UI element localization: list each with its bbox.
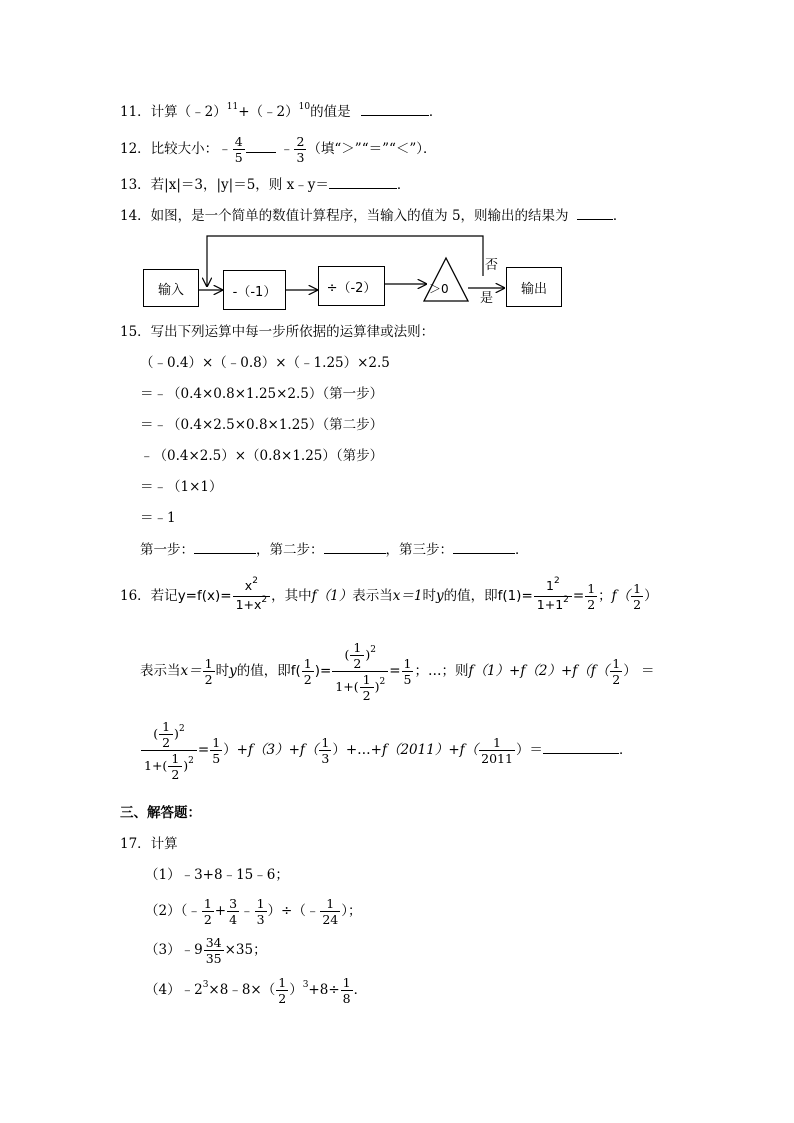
q17-part3: （3）﹣9 $\frac{34}{35}$ ×35； bbox=[145, 935, 267, 966]
q15-title: 15．写出下列运算中每一步所依据的运算律或法则： bbox=[120, 324, 435, 340]
fraction: $\frac{34}{35}$ bbox=[205, 935, 222, 966]
answer-blank[interactable] bbox=[577, 207, 613, 220]
fraction: $\frac{x^2}{1+x^2}$ bbox=[233, 578, 271, 615]
yes-label: 是 bbox=[480, 291, 494, 306]
fraction: $\frac{1}{3}$ bbox=[321, 735, 330, 766]
answer-blank[interactable] bbox=[361, 103, 429, 116]
fraction: $\frac{3}{4}$ bbox=[229, 896, 238, 927]
fraction: $\frac{1}{2}$ bbox=[633, 581, 642, 612]
q14: 14．如图，是一个简单的数值计算程序，当输入的值为 5，则输出的结果为 ． bbox=[120, 208, 627, 224]
fraction: $\frac{1}{2}$ bbox=[612, 656, 621, 687]
q15-line: ＝﹣（1×1） bbox=[140, 479, 223, 495]
subtract-box: -（-1） bbox=[223, 270, 286, 310]
q17-part2: （2）（﹣ $\frac{1}{2}$ + $\frac{3}{4}$ ﹣ $\frac{1}{3}$ ）÷（﹣ $\frac{1}{24}$ ）； bbox=[145, 896, 362, 927]
fraction: $\frac{1}{24}$ bbox=[322, 896, 339, 927]
q17-part1: （1）﹣3+8﹣15﹣6； bbox=[145, 867, 289, 883]
q17-part4: $(4)﹣2^3\times 8﹣8\times$（ $\frac{1}{2}$ ）$^3$+8÷ $\frac{1}{8}$ ． bbox=[145, 975, 368, 1006]
q16-line2: 表示当x＝ $\frac{1}{2}$ 时y的值，即f( $\frac{1}{2}$ )= ( $\frac{1}{2}$ )$^2$ 1+( $\frac{1}{2}$ )$^2$ = $\frac{1}{5}$ ；…；则f（1）+f（2）+f（f（ $\frac{1}{2}$ ） ＝ bbox=[140, 640, 655, 703]
flowchart bbox=[140, 232, 600, 312]
fraction: $\frac{1}{5}$ bbox=[403, 656, 412, 687]
q16-line1: 16．若记y=f(x)= $\frac{x^2}{1+x^2}$ ，其中f（1）表示当x＝1时y的值，即f(1)= $\frac{1^2}{1+1^2}$ = $\frac{1}{2}$ ；f（ $\frac{1}{2}$ ） bbox=[120, 576, 658, 616]
input-box: 输入 bbox=[143, 269, 199, 307]
q15-line: （﹣0.4）×（﹣0.8）×（﹣1.25）×2.5 bbox=[140, 355, 390, 371]
q15-line: ＝﹣（0.4×0.8×1.25×2.5）（第一步） bbox=[140, 386, 384, 402]
q13: 13．若|x|＝3，|y|＝5，则 x﹣y＝ ． bbox=[120, 177, 411, 193]
fraction: $\frac{1}{3}$ bbox=[256, 896, 265, 927]
fraction: $\frac{1^2}{1+1^2}$ bbox=[534, 578, 572, 615]
answer-blank[interactable] bbox=[194, 541, 256, 554]
fraction: $\frac{2}{3}$ bbox=[296, 134, 305, 165]
answer-blank[interactable] bbox=[543, 741, 619, 754]
answer-blank[interactable] bbox=[324, 541, 386, 554]
fraction: ( $\frac{1}{2}$ )$^2$ 1+( $\frac{1}{2}$ )$^2$ bbox=[332, 640, 388, 703]
condition-label: ＞0 bbox=[429, 282, 449, 296]
fraction: $\frac{1}{2}$ bbox=[203, 896, 212, 927]
fraction: $\frac{4}{5}$ bbox=[234, 134, 243, 165]
fraction: $\frac{1}{2}$ bbox=[278, 975, 287, 1006]
answer-blank[interactable] bbox=[246, 140, 276, 153]
answer-blank[interactable] bbox=[329, 176, 397, 189]
fraction: $\frac{1}{2}$ bbox=[204, 656, 213, 687]
q15-line: ＝﹣1 bbox=[140, 510, 176, 526]
section-heading: 三、解答题： bbox=[120, 805, 201, 821]
q17-title: 17．计算 bbox=[120, 836, 178, 852]
q16-line3: ( $\frac{1}{2}$ )$^2$ 1+( $\frac{1}{2}$ )$^2$ = $\frac{1}{5}$ ）+f（3）+f（ $\frac{1}{3}$ ）+…+f（2011）+f（ $\frac{1}{2011}$ ）＝ ． bbox=[140, 715, 632, 785]
no-label: 否 bbox=[485, 258, 499, 273]
fraction: $\frac{1}{2}$ bbox=[587, 581, 596, 612]
divide-box: ÷（-2） bbox=[318, 266, 385, 306]
fraction: $\frac{1}{8}$ bbox=[342, 975, 351, 1006]
q15-line: ＝﹣（0.4×2.5×0.8×1.25）（第二步） bbox=[140, 417, 384, 433]
fraction: $\frac{1}{5}$ bbox=[212, 735, 221, 766]
answer-blank[interactable] bbox=[453, 541, 515, 554]
q11: 11．计算（﹣2）$^{11}$+（﹣2）$^{10}$的值是 ． bbox=[120, 102, 443, 120]
fraction: $\frac{1}{2011}$ bbox=[481, 735, 513, 766]
q15-line: ﹣（0.4×2.5）×（0.8×1.25）（第步） bbox=[140, 448, 384, 464]
fraction: ( $\frac{1}{2}$ )$^2$ 1+( $\frac{1}{2}$ )$^2$ bbox=[141, 719, 197, 782]
output-box: 输出 bbox=[506, 267, 562, 307]
fraction: $\frac{1}{2}$ bbox=[303, 656, 312, 687]
q15-answers: 第一步： ，第二步： ，第三步： ． bbox=[140, 542, 529, 558]
q12: 12．比较大小：﹣ $\frac{4}{5}$ ﹣ $\frac{2}{3}$ （填“＞”“＝”“＜”）． bbox=[120, 134, 437, 165]
